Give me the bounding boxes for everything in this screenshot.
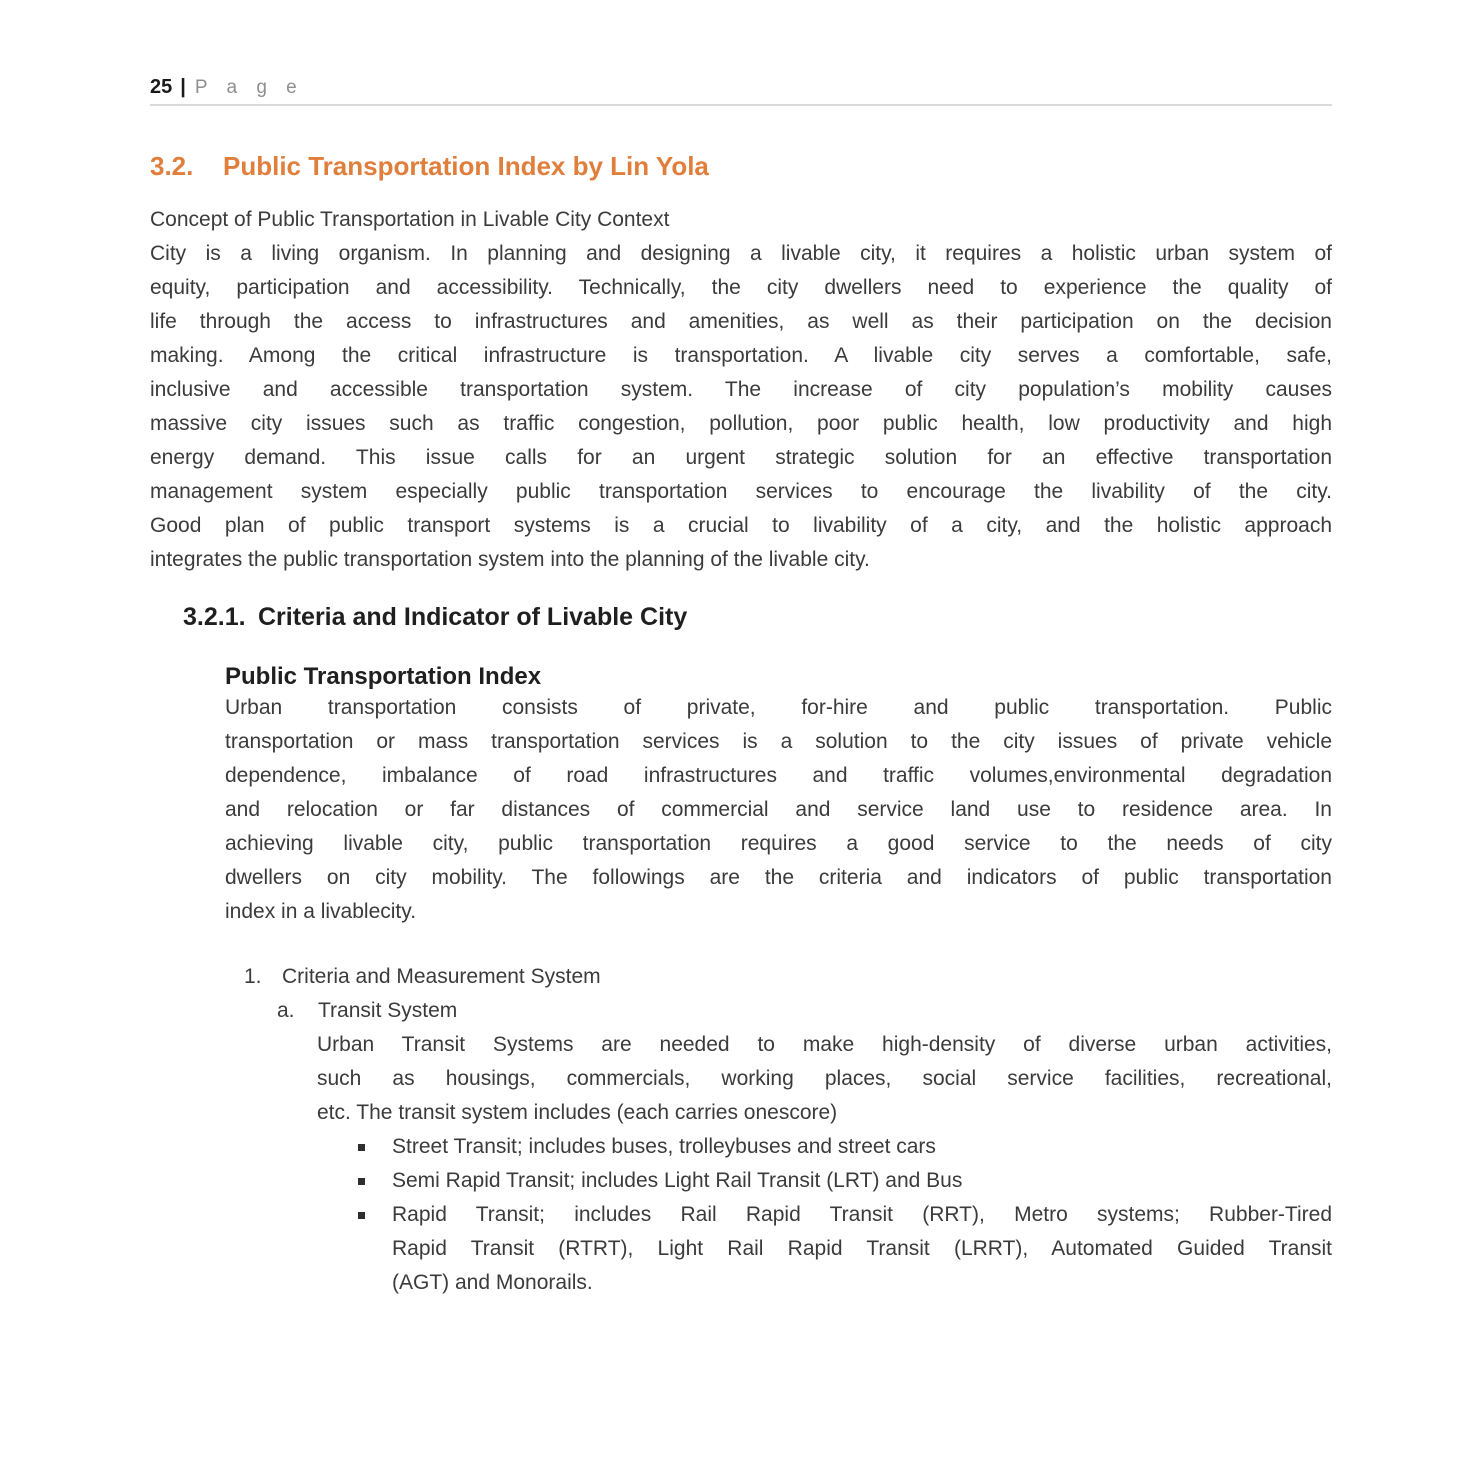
- text-line: transportation or mass transportation services is a solution to the city issues of private vehicle: [225, 730, 1332, 753]
- page-header: [150, 76, 1332, 99]
- list-item-marker: a.: [277, 999, 295, 1022]
- list-item-label: Transit System: [318, 999, 458, 1022]
- text-line: achieving livable city, public transportation requires a good service to the needs of city: [225, 832, 1332, 855]
- text-line: integrates the public transportation system into the planning of the livable city.: [150, 548, 870, 571]
- text-line: life through the access to infrastructures and amenities, as well as their participation on the decision: [150, 310, 1332, 333]
- header-divider: [150, 104, 1332, 106]
- text-line: Semi Rapid Transit; includes Light Rail Transit (LRT) and Bus: [392, 1169, 963, 1192]
- text-line: inclusive and accessible transportation system. The increase of city population’s mobility causes: [150, 378, 1332, 401]
- section-heading: [150, 151, 1332, 182]
- list-item: [358, 1130, 1332, 1164]
- bullet-text: [392, 1198, 1332, 1300]
- text-line: and relocation or far distances of commercial and service land use to residence area. In: [225, 798, 1332, 821]
- list-item-marker: 1.: [244, 965, 262, 988]
- subsection-heading: [183, 603, 1332, 632]
- text-line: such as housings, commercials, working places, social service facilities, recreational,: [317, 1067, 1332, 1090]
- numbered-list-item: [244, 960, 1332, 994]
- intro-lead-line: Concept of Public Transportation in Livable City Context: [150, 208, 670, 231]
- text-line: energy demand. This issue calls for an urgent strategic solution for an effective transportation: [150, 446, 1332, 469]
- text-line: making. Among the critical infrastructure is transportation. A livable city serves a comfortable, safe,: [150, 344, 1332, 367]
- page-content: [150, 0, 1332, 1300]
- block-paragraph: [225, 691, 1332, 929]
- square-bullet-icon: [358, 1144, 365, 1151]
- text-line: massive city issues such as traffic congestion, pollution, poor public health, low productivity and high: [150, 412, 1332, 435]
- text-line: dwellers on city mobility. The followings are the criteria and indicators of public transportation: [225, 866, 1332, 889]
- text-line: Rapid Transit; includes Rail Rapid Transit (RRT), Metro systems; Rubber-Tired: [392, 1203, 1332, 1226]
- page-number-separator: |: [180, 76, 186, 98]
- text-line: index in a livablecity.: [225, 900, 417, 923]
- text-line: equity, participation and accessibility. Technically, the city dwellers need to experience the quality of: [150, 276, 1332, 299]
- square-bullet-icon: [358, 1212, 365, 1219]
- list-item: [358, 1164, 1332, 1198]
- text-line: Rapid Transit (RTRT), Light Rail Rapid Transit (LRRT), Automated Guided Transit: [392, 1237, 1332, 1260]
- text-line: management system especially public transportation services to encourage the livability of the city.: [150, 480, 1332, 503]
- bullet-text: [392, 1164, 1332, 1198]
- square-bullet-icon: [358, 1178, 365, 1185]
- section-title: Public Transportation Index by Lin Yola: [223, 151, 709, 181]
- section-number: 3.2.: [150, 151, 194, 181]
- text-line: (AGT) and Monorails.: [392, 1271, 593, 1294]
- text-line: Street Transit; includes buses, trolleybuses and street cars: [392, 1135, 936, 1158]
- block-title: Public Transportation Index: [225, 663, 542, 690]
- transit-paragraph: [317, 1028, 1332, 1130]
- text-line: etc. The transit system includes (each carries onescore): [317, 1101, 838, 1124]
- list-item: [358, 1198, 1332, 1300]
- subsection-title: Criteria and Indicator of Livable City: [258, 603, 688, 631]
- text-line: Good plan of public transport systems is a crucial to livability of a city, and the holistic approach: [150, 514, 1332, 537]
- text-line: dependence, imbalance of road infrastructures and traffic volumes,environmental degradation: [225, 764, 1332, 787]
- bullet-text: [392, 1130, 1332, 1164]
- list-item-label: Criteria and Measurement System: [282, 965, 601, 988]
- page-label: P a g e: [194, 77, 304, 98]
- intro-paragraph: [150, 237, 1332, 577]
- text-line: City is a living organism. In planning and designing a livable city, it requires a holistic urban system of: [150, 242, 1332, 265]
- text-line: Urban transportation consists of private, for-hire and public transportation. Public: [225, 696, 1332, 719]
- page-number: 25: [150, 76, 173, 98]
- text-line: Urban Transit Systems are needed to make high-density of diverse urban activities,: [317, 1033, 1332, 1056]
- bullet-list: [358, 1130, 1332, 1300]
- subsection-number: 3.2.1.: [183, 603, 246, 631]
- lettered-list-item: [277, 994, 1332, 1028]
